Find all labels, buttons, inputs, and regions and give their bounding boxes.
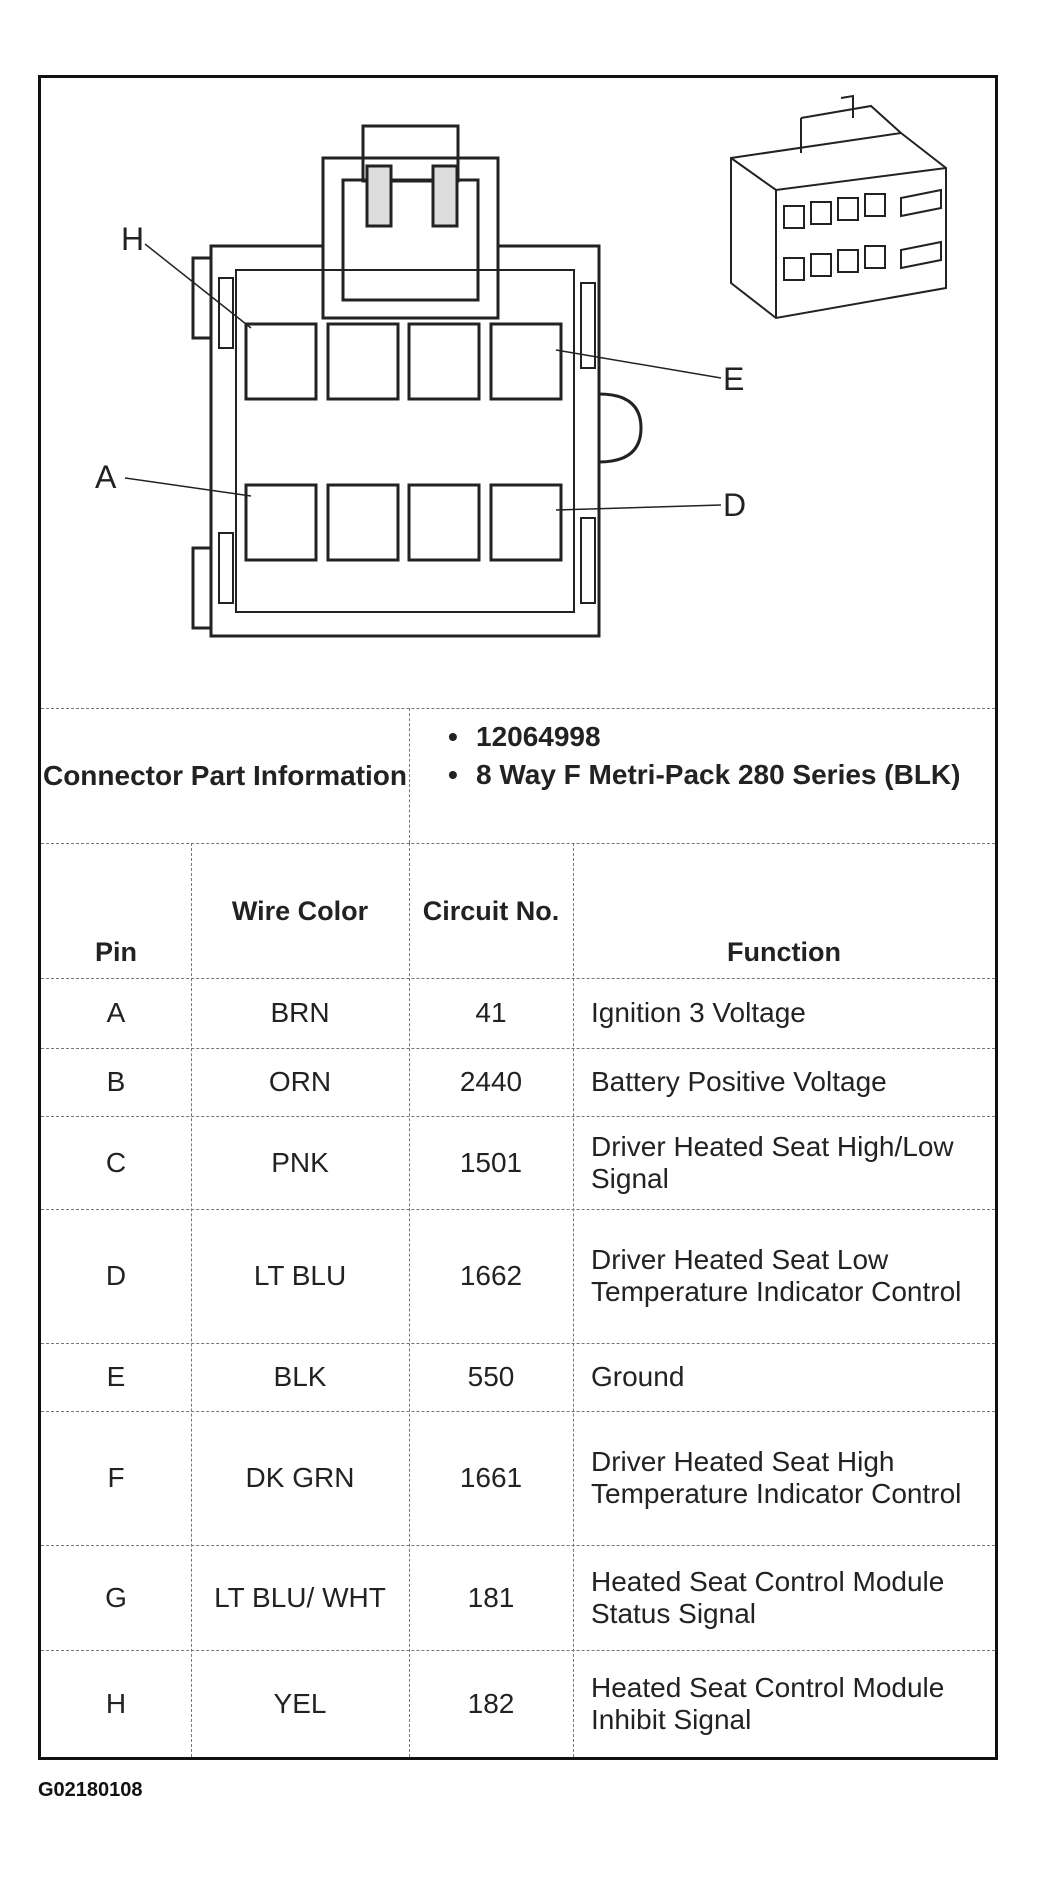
cell-function: Ignition 3 Voltage (591, 997, 806, 1028)
cell-wire-color: PNK (271, 1146, 329, 1178)
cell-wire-color: LT BLU/ WHT (214, 1581, 386, 1613)
pin-label-E: E (723, 361, 745, 397)
cell-pin: E (106, 1361, 126, 1392)
header-function: Function (727, 937, 841, 967)
connector-info-list (448, 720, 988, 796)
cell-circuit-no: 550 (467, 1361, 515, 1392)
leader-D (556, 505, 721, 510)
cell-wire-color: LT BLU (253, 1260, 347, 1291)
cell-function: Heated Seat Control Module Inhibit Signal (591, 1671, 945, 1735)
cell-function: Driver Heated Seat High/Low Signal (591, 1130, 954, 1194)
connector-info-title: Connector Part Information (42, 759, 407, 791)
cell-pin: A (106, 997, 126, 1028)
header-circuit-no: Circuit No. (422, 895, 560, 926)
cell-wire-color: YEL (273, 1687, 327, 1719)
cell-function: Driver Heated Seat High Temperature Indicator Control (591, 1446, 962, 1509)
cavity-G (328, 324, 398, 399)
cell-pin: F (107, 1462, 125, 1493)
cell-function: Driver Heated Seat Low Temperature Indicator Control (591, 1244, 962, 1307)
cell-circuit-no: 1501 (459, 1146, 523, 1178)
cell-function: Battery Positive Voltage (591, 1066, 887, 1097)
cell-wire-color: BLK (273, 1361, 327, 1392)
pin-label-A: A (95, 459, 117, 495)
cell-circuit-no: 1662 (459, 1260, 523, 1291)
cell-pin: C (105, 1146, 127, 1178)
cell-pin: G (105, 1581, 127, 1613)
cell-pin: D (105, 1260, 127, 1291)
connector-figure-frame (38, 75, 998, 1760)
connector-info-item: • 8 Way F Metri-Pack 280 Series (BLK) (448, 759, 961, 790)
cell-pin: B (106, 1066, 126, 1097)
header-wire-color: Wire Color (231, 895, 369, 926)
connector-iso-thumbnail (731, 96, 946, 318)
cavity-B (328, 485, 398, 560)
cell-wire-color: BRN (270, 997, 330, 1028)
cell-circuit-no: 181 (467, 1581, 515, 1613)
connector-face-diagram (41, 78, 995, 708)
header-pin: Pin (94, 937, 137, 967)
cell-pin: H (105, 1687, 127, 1719)
cell-function: Heated Seat Control Module Status Signal (591, 1565, 945, 1629)
cell-wire-color: DK GRN (245, 1462, 355, 1493)
cavity-H (246, 324, 316, 399)
cell-function: Ground (591, 1361, 685, 1392)
pin-label-H: H (121, 221, 145, 257)
cavity-F (409, 324, 479, 399)
figure-id: G02180108 (38, 1779, 143, 1801)
cell-circuit-no: 1661 (459, 1462, 523, 1493)
cell-wire-color: ORN (268, 1066, 332, 1097)
cell-circuit-no: 182 (467, 1687, 515, 1719)
cavity-D (491, 485, 561, 560)
pin-label-D: D (723, 487, 747, 523)
connector-body-outline (211, 246, 599, 636)
leader-A (125, 478, 251, 496)
cavity-C (409, 485, 479, 560)
connector-info-item: • 12064998 (448, 721, 601, 752)
cavity-A (246, 485, 316, 560)
cell-circuit-no: 2440 (459, 1066, 523, 1097)
cavity-E (491, 324, 561, 399)
cell-circuit-no: 41 (475, 997, 507, 1028)
